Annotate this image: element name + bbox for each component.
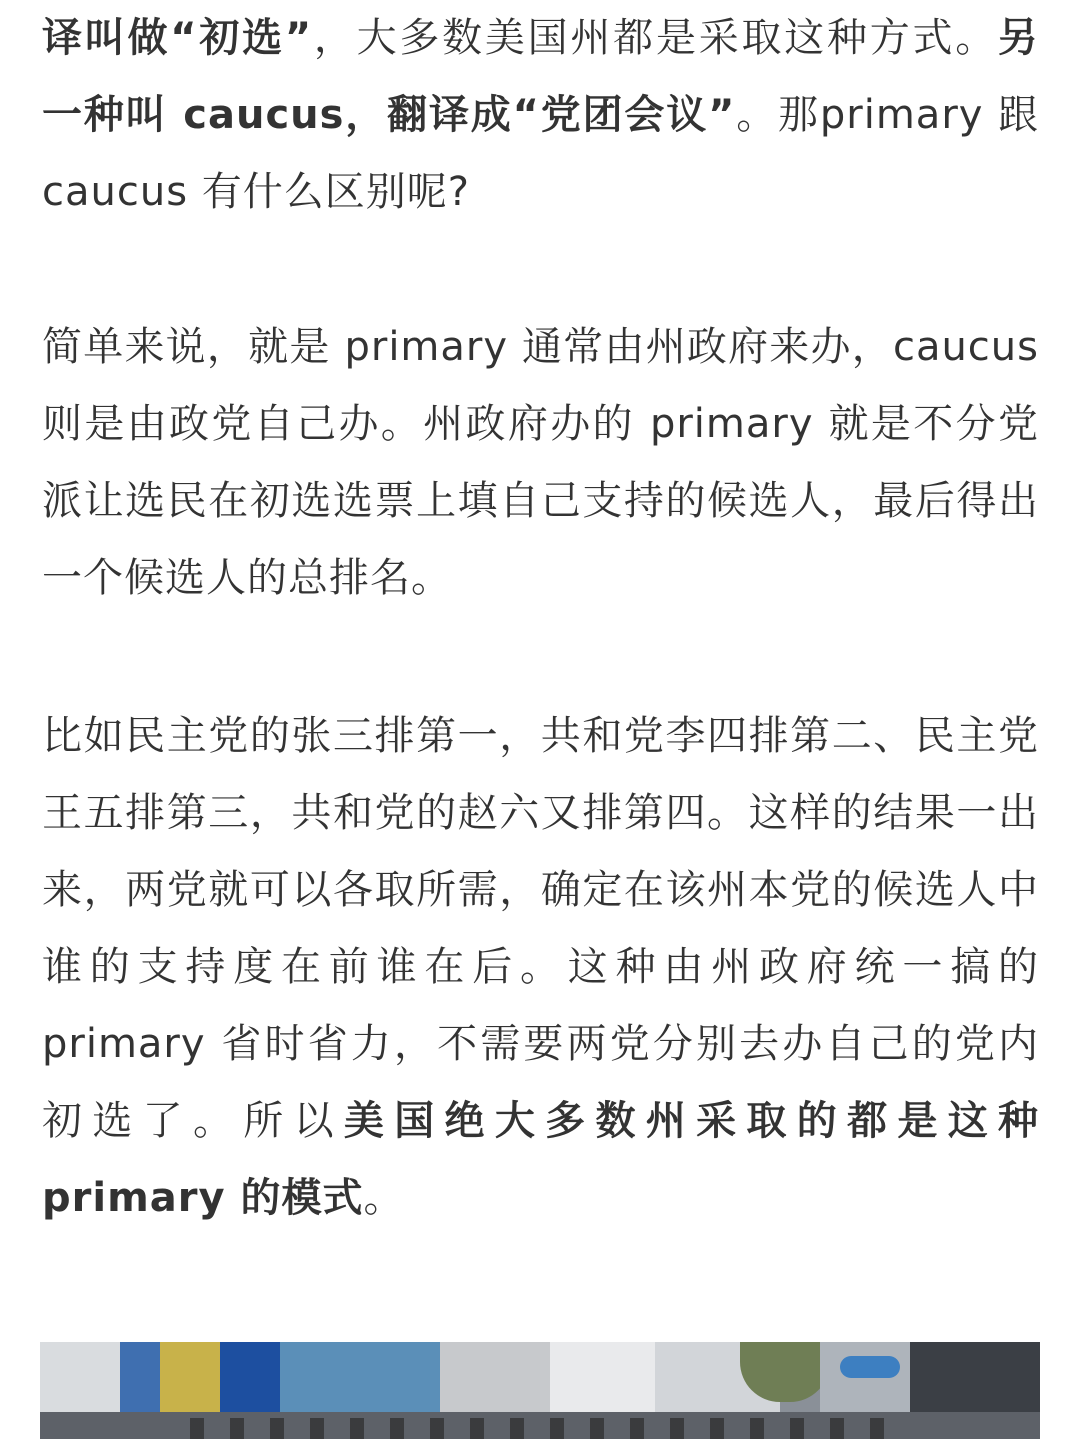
text-segment: 比如民主党的张三排第一，共和党李四排第二、民主党王五排第三，共和党的赵六又排第四。这样的结果一出来，两党就可以各取所需，确定在该州本党的候选人中谁的支持度在前谁在后。这种由州政府统一搞的 primary 省时省力，不需要两党分别去办自己的党内初选了。所以 xyxy=(42,713,1039,1144)
article-photo xyxy=(40,1342,1040,1439)
paragraph-primary-caucus-intro xyxy=(42,0,1039,231)
bold-text-caucus: 另一种叫 caucus，翻译成“党团会议” xyxy=(42,15,1040,138)
text-segment: 。 xyxy=(363,1175,405,1221)
bold-text-chuxuan: 译叫做“初选” xyxy=(42,15,313,61)
paragraph-primary-explanation: 简单来说，就是 primary 通常由州政府来办，caucus 则是由政党自己办。州政府办的 primary 就是不分党派让选民在初选选票上填自己支持的候选人，最后得出一个候选人的总排名。 xyxy=(42,324,1039,601)
bold-text-conclusion: 美国绝大多数州采取的都是这种primary 的模式 xyxy=(42,1098,1040,1221)
text-segment: ，大多数美国州都是采取这种方式。 xyxy=(312,15,999,61)
photo-crowd xyxy=(190,1418,890,1439)
text-segment: 。那primary 跟 caucus 有什么区别呢? xyxy=(42,92,1039,215)
paragraph-example xyxy=(42,698,1039,1237)
grill-logo xyxy=(840,1356,900,1378)
